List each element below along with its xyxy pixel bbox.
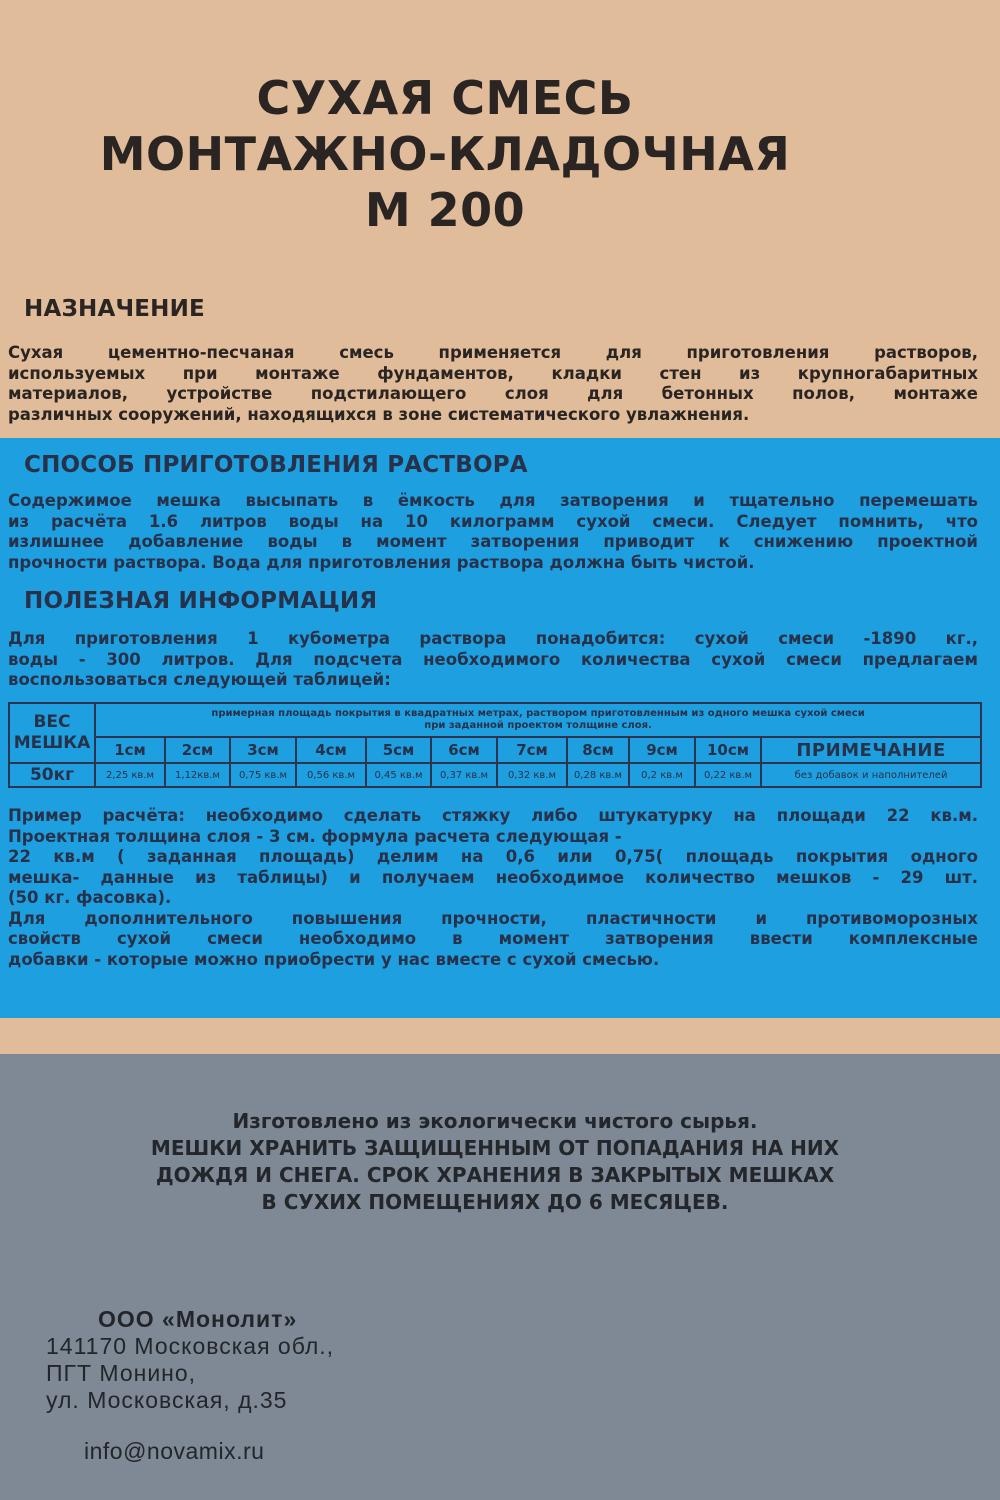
company-address bbox=[46, 1306, 334, 1414]
example-line: 22 кв.м ( заданная площадь) делим на 0,6 или 0,75( площадь покрытия одного bbox=[8, 847, 978, 866]
weight-header-cell bbox=[9, 703, 95, 763]
purpose-line: различных сооружений, находящихся в зоне систематического увлажнения. bbox=[8, 404, 750, 424]
table-cell: 0,75 кв.м bbox=[230, 763, 296, 787]
preparation-line: из расчёта 1.6 литров воды на 10 килограмм сухой смеси. Следует помнить, что bbox=[8, 511, 978, 531]
purpose-line: используемых при монтаже фундаментов, кладки стен из крупногабаритных bbox=[8, 363, 978, 383]
table-cell: 0,56 кв.м bbox=[296, 763, 366, 787]
column-header: 3см bbox=[230, 737, 296, 763]
info-line: Для приготовления 1 кубометра раствора понадобится: сухой смеси -1890 кг., bbox=[8, 629, 978, 648]
preparation-text bbox=[8, 491, 978, 573]
info-line: воспользоваться следующей таблицей: bbox=[8, 670, 391, 689]
example-line: Проектная толщина слоя - 3 см. формула расчета следующая - bbox=[8, 826, 622, 846]
address-line-2: ПГТ Монино, bbox=[46, 1360, 197, 1386]
table-cell: 2,25 кв.м bbox=[95, 763, 165, 787]
storage-line-4: В СУХИХ ПОМЕЩЕНИЯХ ДО 6 МЕСЯЦЕВ. bbox=[261, 1190, 729, 1214]
column-header: 9см bbox=[629, 737, 695, 763]
purpose-line: Сухая цементно-песчаная смесь применяется для приготовления растворов, bbox=[8, 343, 978, 362]
storage-line-1: Изготовлено из экологически чистого сырья. bbox=[232, 1109, 758, 1133]
storage-notice bbox=[0, 1108, 990, 1216]
example-line: Для дополнительного повышения прочности, пластичности и противоморозных bbox=[8, 908, 978, 928]
caption-line-1: примерная площадь покрытия в квадратных метрах, раствором приготовленным из одного мешка сухой смеси bbox=[211, 708, 865, 719]
beige-gap-band bbox=[0, 1018, 1000, 1054]
table-cell: 1,12кв.м bbox=[165, 763, 230, 787]
table-cell: 0,37 кв.м bbox=[431, 763, 497, 787]
column-header: 8см bbox=[567, 737, 629, 763]
column-header: 7см bbox=[497, 737, 567, 763]
weight-label-line-1: ВЕС bbox=[33, 712, 71, 732]
example-line: Пример расчёта: необходимо сделать стяжку либо штукатурку на площади 22 кв.м. bbox=[8, 806, 978, 825]
preparation-line: Содержимое мешка высыпать в ёмкость для затворения и тщательно перемешать bbox=[8, 491, 978, 510]
table-cell: 0,28 кв.м bbox=[567, 763, 629, 787]
column-header: 4см bbox=[296, 737, 366, 763]
example-text bbox=[8, 806, 978, 970]
title-line-2: МОНТАЖНО-КЛАДОЧНАЯ bbox=[99, 127, 791, 181]
storage-line-3: ДОЖДЯ И СНЕГА. СРОК ХРАНЕНИЯ В ЗАКРЫТЫХ МЕШКАХ bbox=[155, 1163, 835, 1187]
example-line: мешка- данные из таблицы) и получаем необходимое количество мешков - 29 шт. bbox=[8, 867, 978, 887]
weight-label-line-2: МЕШКА bbox=[13, 733, 91, 753]
column-header: 10см bbox=[695, 737, 761, 763]
company-email: info@novamix.ru bbox=[84, 1438, 265, 1464]
storage-line-2: МЕШКИ ХРАНИТЬ ЗАЩИЩЕННЫМ ОТ ПОПАДАНИЯ НА НИХ bbox=[150, 1136, 840, 1160]
example-line: свойств сухой смеси необходимо в момент затворения ввести комплексные bbox=[8, 929, 978, 948]
caption-line-2: при заданной проектом толщине слоя. bbox=[424, 720, 652, 731]
preparation-line: прочности раствора. Вода для приготовления раствора должна быть чистой. bbox=[8, 552, 755, 572]
bag-weight-cell: 50кг bbox=[9, 763, 95, 787]
example-line: добавки - которые можно приобрести у нас вместе с сухой смесью. bbox=[8, 949, 660, 969]
info-text bbox=[8, 629, 978, 691]
column-header: 5см bbox=[366, 737, 431, 763]
purpose-line: материалов, устройстве подстилающего слоя для бетонных полов, монтаже bbox=[8, 384, 978, 403]
purpose-heading: НАЗНАЧЕНИЕ bbox=[24, 296, 205, 322]
table-cell: 0,2 кв.м bbox=[629, 763, 695, 787]
column-header: 6см bbox=[431, 737, 497, 763]
preparation-heading: СПОСОБ ПРИГОТОВЛЕНИЯ РАСТВОРА bbox=[24, 452, 528, 478]
info-heading: ПОЛЕЗНАЯ ИНФОРМАЦИЯ bbox=[24, 588, 378, 614]
note-cell: без добавок и наполнителей bbox=[761, 763, 981, 787]
table-cell: 0,32 кв.м bbox=[497, 763, 567, 787]
purpose-text bbox=[8, 343, 978, 425]
title-line-3: М 200 bbox=[364, 183, 526, 237]
example-line: (50 кг. фасовка). bbox=[8, 888, 172, 907]
table-cell: 0,22 кв.м bbox=[695, 763, 761, 787]
coverage-table bbox=[8, 702, 982, 788]
info-line: воды - 300 литров. Для подсчета необходимого количества сухой смеси предлагаем bbox=[8, 649, 978, 669]
address-line-1: 141170 Московская обл., bbox=[46, 1333, 335, 1359]
table-cell: 0,45 кв.м bbox=[366, 763, 431, 787]
preparation-line: излишнее добавление воды в момент затворения приводит к снижению проектной bbox=[8, 532, 978, 551]
note-header: ПРИМЕЧАНИЕ bbox=[761, 737, 981, 763]
column-header: 1см bbox=[95, 737, 165, 763]
product-title bbox=[0, 70, 890, 238]
title-line-1: СУХАЯ СМЕСЬ bbox=[256, 71, 634, 125]
company-name: ООО «Монолит» bbox=[98, 1306, 298, 1332]
column-header: 2см bbox=[165, 737, 230, 763]
table-caption bbox=[95, 703, 981, 737]
address-line-3: ул. Московская, д.35 bbox=[46, 1387, 288, 1413]
